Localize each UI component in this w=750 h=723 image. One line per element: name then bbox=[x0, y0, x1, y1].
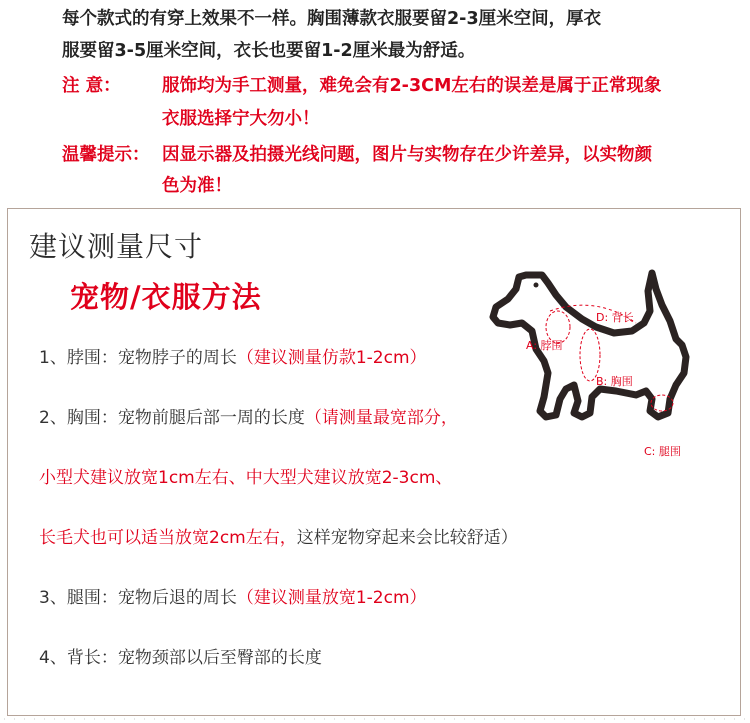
dog-measurement-diagram bbox=[486, 261, 722, 461]
label-neck: A: 脖围 bbox=[526, 339, 563, 352]
item-leg-note: （建议测量放宽1-2cm） bbox=[236, 588, 427, 608]
dog-silhouette-illustration bbox=[486, 261, 722, 461]
item-chest-note-3: 长毛犬也可以适当放宽2cm左右， bbox=[39, 528, 297, 548]
dog-outline bbox=[493, 273, 686, 417]
item-chest-note: （请测量最宽部分， bbox=[304, 408, 458, 428]
label-chest: B: 胸围 bbox=[596, 375, 633, 388]
dog-eye bbox=[534, 283, 539, 288]
attention-text-2: 衣服选择宁大勿小！ bbox=[162, 109, 320, 129]
measurement-panel bbox=[7, 208, 741, 716]
panel-subtitle: 宠物/衣服方法 bbox=[70, 280, 262, 314]
item-chest-comfort: 这样宠物穿起来会比较舒适） bbox=[296, 528, 518, 548]
item-chest-note-2: 小型犬建议放宽1cm左右、中大型犬建议放宽2-3cm、 bbox=[39, 468, 453, 488]
label-back-length: D: 背长 bbox=[596, 311, 634, 324]
tip-text-1: 因显示器及拍摄光线问题，图片与实物存在少许差异，以实物颜 bbox=[162, 145, 652, 165]
item-neck-note: （建议测量仿款1-2cm） bbox=[236, 348, 427, 368]
attention-text-1: 服饰均为手工测量，难免会有2-3CM左右的误差是属于正常现象 bbox=[162, 76, 662, 96]
attention-label: 注 意： bbox=[62, 76, 121, 96]
item-back-text: 4、背长：宠物颈部以后至臀部的长度 bbox=[39, 648, 322, 668]
item-chest-text: 2、胸围：宠物前腿后部一周的长度 bbox=[39, 408, 305, 428]
dotted-border bbox=[0, 716, 750, 723]
note-line-1: 每个款式的有穿上效果不一样。胸围薄款衣服要留2-3厘米空间，厚衣 bbox=[62, 9, 602, 29]
item-back bbox=[39, 646, 322, 670]
note-line-2: 服要留3-5厘米空间，衣长也要留1-2厘米最为舒适。 bbox=[62, 41, 476, 61]
item-neck-text: 1、脖围：宠物脖子的周长 bbox=[39, 348, 237, 368]
item-leg bbox=[39, 586, 427, 610]
item-chest bbox=[39, 406, 458, 430]
tip-text-2: 色为准！ bbox=[162, 176, 232, 196]
item-neck bbox=[39, 346, 427, 370]
tip-label: 温馨提示： bbox=[62, 145, 150, 165]
item-chest-cont-2 bbox=[39, 526, 518, 550]
panel-title: 建议测量尺寸 bbox=[29, 230, 204, 263]
label-leg: C: 腿围 bbox=[644, 445, 681, 458]
item-chest-cont-1 bbox=[39, 466, 452, 490]
item-leg-text: 3、腿围：宠物后退的周长 bbox=[39, 588, 237, 608]
